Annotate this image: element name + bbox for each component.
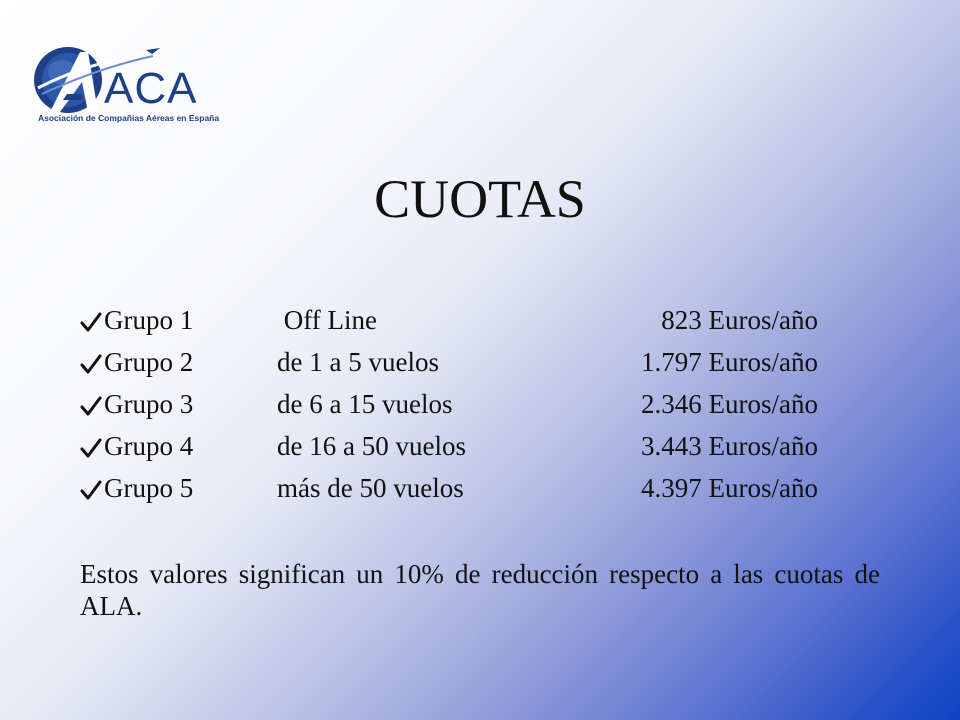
checkmark-icon <box>80 311 102 333</box>
group-label: Grupo 3 <box>104 389 194 419</box>
group-range: de 6 a 15 vuelos <box>277 389 453 419</box>
list-item <box>80 386 840 428</box>
checkmark-icon <box>80 437 102 459</box>
group-label: Grupo 1 <box>104 305 194 335</box>
group-range: Off Line <box>277 305 377 335</box>
group-fee: 1.797 Euros/año <box>641 347 818 377</box>
list-item <box>80 470 840 512</box>
checkmark-icon <box>80 395 102 417</box>
fee-list <box>80 302 840 512</box>
logo-caption: Asociación de Compañías Aéreas en España <box>38 113 220 123</box>
list-item <box>80 302 840 344</box>
group-range: de 1 a 5 vuelos <box>277 347 439 377</box>
checkmark-icon <box>80 479 102 501</box>
list-item <box>80 428 840 470</box>
note-paragraph: Estos valores significan un 10% de reducción respecto a las cuotas de ALA. <box>80 559 880 621</box>
group-fee: 2.346 Euros/año <box>641 389 818 419</box>
checkmark-icon <box>80 353 102 375</box>
group-fee: 4.397 Euros/año <box>641 473 818 503</box>
list-item <box>80 344 840 386</box>
group-fee: 823 Euros/año <box>661 305 818 335</box>
group-label: Grupo 4 <box>104 431 194 461</box>
logo-text: ACA <box>104 64 198 113</box>
group-label: Grupo 2 <box>104 347 194 377</box>
slide-title: CUOTAS <box>374 169 586 229</box>
group-fee: 3.443 Euros/año <box>641 431 818 461</box>
group-range: de 16 a 50 vuelos <box>277 431 466 461</box>
group-range: más de 50 vuelos <box>277 473 464 503</box>
group-label: Grupo 5 <box>104 473 194 503</box>
aca-logo <box>28 42 228 132</box>
